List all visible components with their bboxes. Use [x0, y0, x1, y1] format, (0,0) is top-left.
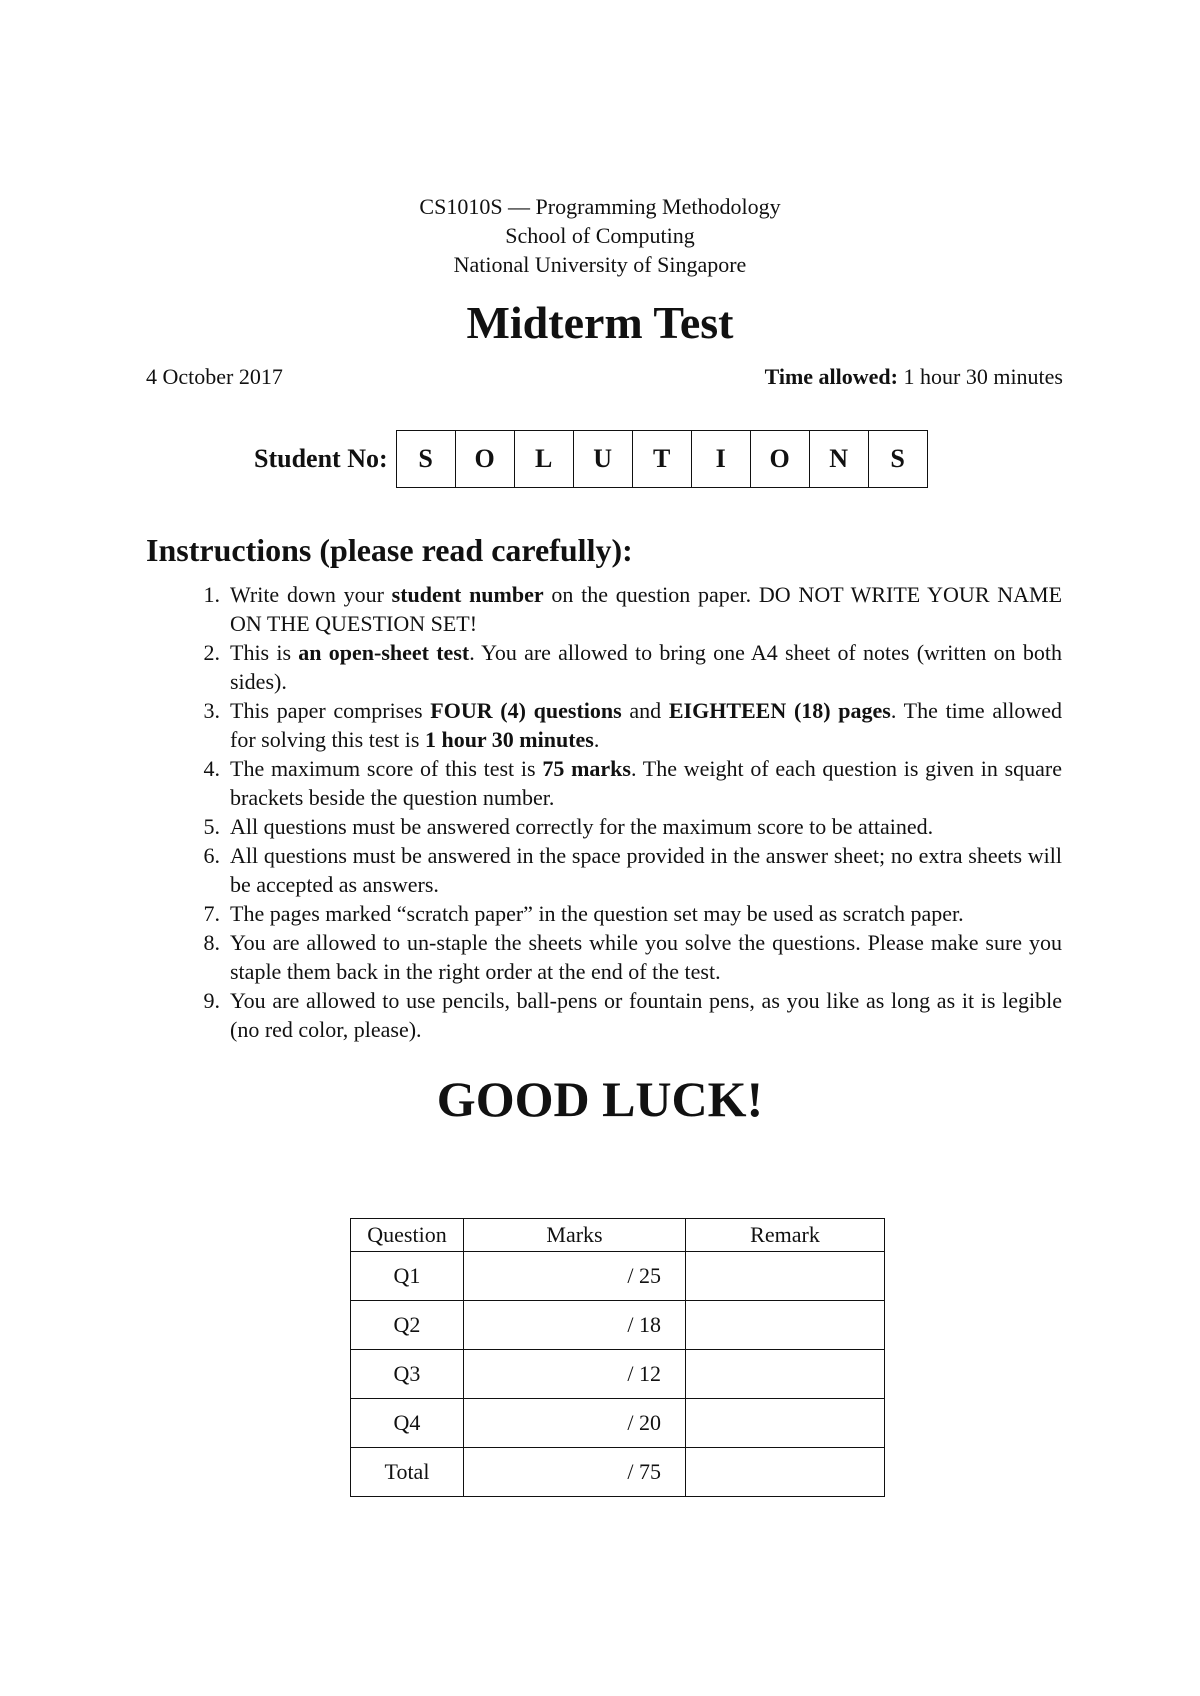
student-number-box[interactable]: S [890, 444, 905, 473]
instruction-number: 6. [203, 843, 220, 868]
question-cell: Q1 [351, 1252, 464, 1301]
header-remark: Remark [686, 1219, 885, 1252]
instruction-number: 1. [203, 582, 220, 607]
student-number-box[interactable]: S [397, 431, 456, 487]
student-number-box[interactable]: L [515, 431, 574, 487]
instruction-text [230, 841, 1062, 899]
total-marks-cell[interactable]: / 75 [464, 1448, 686, 1497]
course-name: CS1010S — Programming Methodology [419, 194, 781, 219]
instruction-text [230, 696, 1062, 754]
marks-cell[interactable]: / 20 [464, 1399, 686, 1448]
instruction-fragment: Write down your [230, 582, 392, 607]
school-name: School of Computing [505, 223, 695, 248]
instruction-emphasis: 1 hour 30 minutes [424, 727, 594, 752]
instruction-fragment: The maximum score of this test is [230, 756, 543, 781]
instruction-emphasis: an open-sheet test [298, 640, 470, 665]
table-row [351, 1252, 885, 1301]
student-number-row [254, 430, 928, 488]
instruction-fragment: This paper comprises [230, 698, 431, 723]
instruction-number: 8. [203, 930, 220, 955]
instruction-text [230, 899, 1062, 928]
instruction-number: 9. [203, 988, 220, 1013]
list-item [146, 580, 1062, 638]
remark-cell[interactable] [686, 1350, 885, 1399]
instructions-list [146, 580, 1062, 1044]
total-row [351, 1448, 885, 1497]
list-item [146, 754, 1062, 812]
instruction-text [230, 812, 1062, 841]
instruction-fragment: All questions must be answered correctly for the maximum score to be attained. [230, 814, 934, 839]
table-row [351, 1350, 885, 1399]
instruction-fragment: . [593, 727, 600, 752]
instruction-emphasis: FOUR (4) questions [430, 698, 622, 723]
instruction-fragment: You are allowed to un-staple the sheets while you solve the questions. Please make sure you staple them back in the right order at the end of the test. [230, 930, 1062, 984]
header-marks: Marks [464, 1219, 686, 1252]
marks-cell[interactable]: / 12 [464, 1350, 686, 1399]
instruction-text [230, 928, 1062, 986]
student-number-label: Student No: [254, 444, 388, 473]
marks-cell[interactable]: / 18 [464, 1301, 686, 1350]
time-allowed-value: 1 hour 30 minutes [903, 364, 1063, 389]
instruction-number: 3. [203, 698, 220, 723]
remark-cell[interactable] [686, 1399, 885, 1448]
instruction-emphasis: 75 marks [542, 756, 631, 781]
course-header [0, 192, 1200, 279]
list-item [146, 841, 1062, 899]
instruction-text [230, 754, 1062, 812]
instruction-emphasis: student number [391, 582, 544, 607]
time-allowed [765, 364, 1063, 390]
instruction-text [230, 638, 1062, 696]
instruction-fragment: You are allowed to use pencils, ball-pens or fountain pens, as you like as long as it is legible (no red color, please). [230, 988, 1062, 1042]
list-item [146, 986, 1062, 1044]
instruction-fragment: . The time allowed for solving this test is [230, 698, 1063, 752]
marks-cell[interactable]: / 25 [464, 1252, 686, 1301]
list-item [146, 638, 1062, 696]
list-item [146, 928, 1062, 986]
instruction-fragment: All questions must be answered in the space provided in the answer sheet; no extra sheets will be accepted as answers. [230, 843, 1062, 897]
list-item [146, 899, 1062, 928]
good-luck-banner: GOOD LUCK! [436, 1071, 764, 1127]
instruction-fragment: The pages marked “scratch paper” in the question set may be used as scratch paper. [230, 901, 964, 926]
question-cell: Q2 [351, 1301, 464, 1350]
instruction-text [230, 580, 1062, 638]
time-allowed-label: Time allowed: [764, 364, 898, 389]
instruction-fragment: . The weight of each question is given in square brackets beside the question number. [230, 756, 1063, 810]
instruction-number: 7. [203, 901, 220, 926]
instructions-heading: Instructions (please read carefully): [146, 532, 633, 568]
student-number-box[interactable]: N [810, 431, 869, 487]
test-date: 4 October 2017 [146, 364, 283, 389]
total-remark-cell[interactable] [686, 1448, 885, 1497]
instruction-number: 2. [203, 640, 220, 665]
instruction-number: 5. [203, 814, 220, 839]
table-row [351, 1301, 885, 1350]
marks-table [350, 1218, 885, 1497]
question-cell: Q4 [351, 1399, 464, 1448]
student-number-box[interactable]: O [456, 431, 515, 487]
university-name: National University of Singapore [453, 252, 747, 277]
instruction-emphasis: EIGHTEEN (18) pages [668, 698, 891, 723]
instruction-fragment: and [621, 698, 669, 723]
table-row [351, 1399, 885, 1448]
remark-cell[interactable] [686, 1252, 885, 1301]
list-item [146, 812, 1062, 841]
instruction-fragment: . You are allowed to bring one A4 sheet of notes (written on both sides). [230, 640, 1062, 694]
student-number-boxes [396, 430, 928, 488]
instruction-fragment: This is [230, 640, 299, 665]
student-number-box[interactable]: I [692, 431, 751, 487]
total-label: Total [351, 1448, 464, 1497]
student-number-box[interactable]: T [633, 431, 692, 487]
page-title: Midterm Test [466, 297, 734, 348]
header-question: Question [351, 1219, 464, 1252]
student-number-box[interactable]: O [751, 431, 810, 487]
student-number-box[interactable]: U [574, 431, 633, 487]
question-cell: Q3 [351, 1350, 464, 1399]
remark-cell[interactable] [686, 1301, 885, 1350]
marks-table-header-row [351, 1219, 885, 1252]
list-item [146, 696, 1062, 754]
instruction-number: 4. [203, 756, 220, 781]
instruction-fragment: on the question paper. DO NOT WRITE YOUR NAME ON THE QUESTION SET! [230, 582, 1063, 636]
instruction-text [230, 986, 1062, 1044]
